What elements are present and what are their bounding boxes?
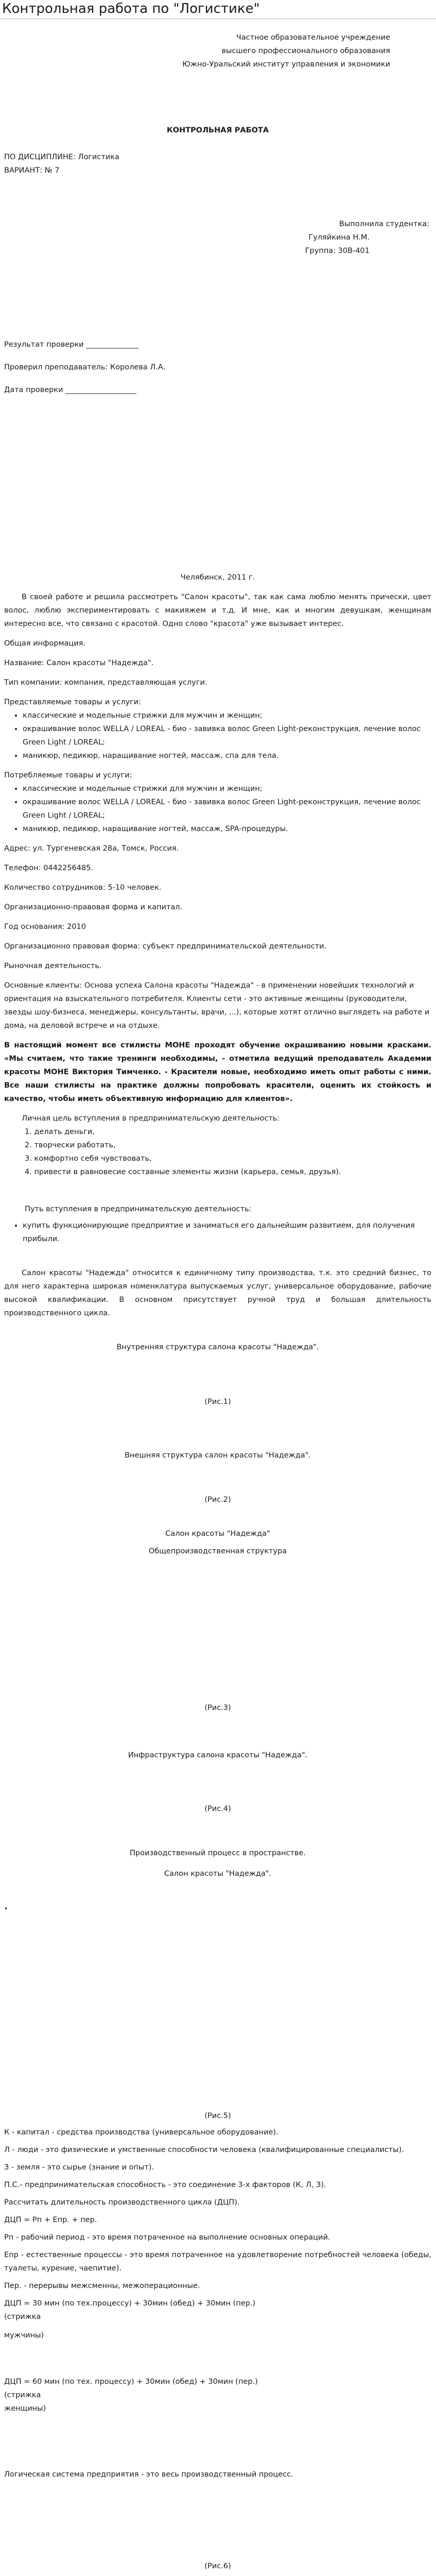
consumer-goods-list — [4, 782, 431, 836]
student-group: Группа: 30В-401 — [305, 247, 370, 255]
salon-title-2: Салон красоты "Надежда". — [164, 1870, 272, 1878]
city-year: Челябинск, 2011 г. — [180, 573, 255, 582]
calc-men-formula: ДЦП = 30 мин (по тех.процессу) + 30мин (обед) + 30мин (пер.) — [4, 2299, 256, 2308]
process-space-caption: Производственный процесс в пространстве. — [130, 1849, 306, 1857]
infrastructure-caption: Инфраструктура салона красоты "Надежда". — [128, 1751, 308, 1759]
def-calc-task: Рассчитать длительность производственного цикла (ДЦП). — [4, 2198, 240, 2207]
list-item: • классические и модельные стрижки для мужчин и женщин; — [23, 709, 431, 722]
entry-goals-list — [4, 1219, 431, 1246]
personal-goals-list — [4, 1125, 431, 1179]
def-entrepreneurship: П.С.- предпринимательская способность - это соединение 3-х факторов (К, Л, З). — [4, 2181, 326, 2189]
institution-header — [4, 31, 431, 71]
goods-title: Представляемые товары и услуги: — [4, 698, 142, 706]
intro-paragraph: В своей работе и решила рассмотреть "Салон красоты", так как сама люблю менять прически, цвет волос, люблю экспериментировать с макияжем и т.д. И мне, как и многим девушкам, женщинам интересно все, что связано с красотой. Одно слово "красота" уже вызывает интерес. — [4, 593, 431, 628]
variant: ВАРИАНТ: № 7 — [4, 166, 60, 175]
figure-6-label: (Рис.6) — [204, 2562, 231, 2570]
list-item: 2. творчески работать, — [25, 1141, 116, 1149]
list-item: • купить функционирующие предприятие и заниматься его дальнейшим развитием, для получения прибыли. — [23, 1219, 431, 1246]
clients-paragraph: Основные клиенты: Основа успеха Салона красоты "Надежда" - в применении новейших технологий и ориентация на взыскательного потребителя. Клиенты сети - это активные женщины (руководители, звезды шоу-бизнеса, менеджеры, консультанты, врачи, ...), которые хотят отлично выглядеть на работе и дома, на деловой встрече и на отдыхе. — [4, 981, 430, 1030]
calc-men-note-1: (стрижка — [4, 2313, 41, 2321]
general-structure-caption: Общепроизводственная структура — [148, 1547, 287, 1555]
legal-form: Организационно-правовая форма и капитал. — [4, 903, 183, 911]
calc-women-note-2: женщины) — [4, 2404, 46, 2413]
list-item: • классические и модельные стрижки для мужчин и женщин; — [23, 782, 431, 795]
year-founded: Год основания: 2010 — [4, 923, 86, 931]
phone: Телефон: 0442256485. — [4, 864, 94, 872]
employees: Количество сотрудников: 5-10 человек. — [4, 884, 162, 892]
figure-4-label: (Рис.4) — [204, 1805, 231, 1813]
performed-by: Выполнила студентка: — [339, 220, 429, 228]
personal-goal-title: Личная цель вступления в предпринимательскую деятельность: — [22, 1114, 280, 1123]
def-capital: К - капитал - средства производства (универсальное оборудование). — [4, 2128, 278, 2137]
calc-women-formula: ДЦП = 60 мин (по тех. процессу) + 30мин (обед) + 30мин (пер.) — [4, 2378, 258, 2386]
list-item: • окрашивание волос WELLA / LOREAL - био - завивка волос Green Light-реконструкция, лечение волос Green Light / LOREAL; — [23, 722, 431, 749]
check-result: Результат проверки ______________ — [4, 341, 138, 349]
list-item: 3. комфортно себя чувствовать, — [25, 1155, 152, 1163]
salon-title: Салон красоты "Надежда" — [165, 1530, 270, 1538]
outer-structure-caption: Внешняя структура салон красоты "Надежда". — [125, 1451, 311, 1460]
def-formula: ДЦП = Рп + Епр. + пер. — [4, 2216, 97, 2224]
def-breaks: Пер. - перерывы межсменны, межоперационные. — [4, 2282, 200, 2290]
calc-men — [4, 2297, 431, 2342]
logistic-system: Логическая система предприятия - это весь производственный процесс. — [4, 2470, 293, 2479]
def-natural-processes: Епр - естественные процессы - это время потраченное на удовлетворение потребностей человека (обеды, туалеты, курение, чаепитие). — [4, 2251, 431, 2273]
calc-women — [4, 2375, 431, 2415]
list-item: 1. делать деньги, — [25, 1128, 95, 1136]
check-date: Дата проверки ___________________ — [4, 386, 136, 394]
company-type: Тип компании: компания, представляющая услуги. — [4, 679, 207, 687]
inner-structure-caption: Внутренняя структура салона красоты "Надежда". — [116, 1343, 319, 1351]
production-type-paragraph: Салон красоты "Надежда" относится к единичному типу производства, т.к. это средний бизнес, то для него характерна широкая номенклатура выпускаемых услуг, универсальное оборудование, рабочие высокой квалификации. В основном присутствует ручной труд и большая длительность производственного цикла. — [4, 1269, 431, 1317]
header-line-2: высшего профессионального образования — [221, 47, 390, 55]
goods-list — [4, 709, 431, 762]
list-item: • окрашивание волос WELLA / LOREAL - био - завивка волос Green Light-реконструкция, лечение волос Green Light / LOREAL; — [23, 795, 431, 822]
calc-women-note-1: (стрижка — [4, 2391, 41, 2399]
def-land: З - земля - это сырье (знание и опыт). — [4, 2163, 154, 2172]
list-item: • маникюр, педикюр, наращивание ногтей, массаж, SPA-процедуры. — [23, 822, 431, 836]
market-activity: Рыночная деятельность. — [4, 962, 102, 970]
header-line-1: Частное образовательное учреждение — [236, 33, 390, 42]
calc-men-note-2: мужчины) — [4, 2331, 44, 2340]
work-title: КОНТРОЛЬНАЯ РАБОТА — [166, 126, 269, 134]
check-block — [4, 338, 431, 397]
figure-3-label: (Рис.3) — [204, 1704, 231, 1712]
author-block — [4, 217, 431, 258]
list-item: • маникюр, педикюр, наращивание ногтей, массаж, спа для тела. — [23, 749, 431, 762]
salon-name: Название: Салон красоты "Надежда". — [4, 659, 154, 667]
training-paragraph: В настоящий момент все стилисты MOHE проходят обучение окрашиванию новыми красками. «Мы считаем, что такие тренинги необходимы, - отметила ведущий преподаватель Академии красоты MOHE Виктория Тимченко. - Красители новые, необходимо иметь опыт работы с ними. Все наши стилисты на практике должны попробовать красители, оценить их стойкость и качество, чтобы иметь объективную информацию для клиентов». — [4, 1041, 431, 1103]
address: Адрес: ул. Тургеневская 28а, Томск, Россия. — [4, 844, 179, 853]
check-teacher: Проверил преподаватель: Королева Л.А. — [4, 363, 166, 371]
document-body — [4, 23, 431, 2576]
figure-1-label: (Рис.1) — [204, 1398, 231, 1406]
general-info: Общая информация. — [4, 639, 86, 648]
discipline: ПО ДИСЦИПЛИНЕ: Логистика — [4, 153, 119, 161]
def-people: Л - люди - это физические и умственные способности человека (квалифицированные специалисты). — [4, 2146, 404, 2154]
figure-2-label: (Рис.2) — [204, 1496, 231, 1504]
student-name: Гуляйкина Н.М. — [308, 233, 370, 242]
entry-goal-title: Путь вступления в предпринимательскую деятельность: — [25, 1205, 252, 1213]
stray-bullet: • — [4, 1905, 8, 1912]
definitions — [4, 2126, 431, 2293]
legal-subject: Организационно правовая форма: субъект предпринимательской деятельности. — [4, 942, 327, 951]
consumer-title: Потребляемые товары и услуги: — [4, 771, 132, 779]
def-work-period: Рп - рабочий период - это время потраченное на выполнение основных операций. — [4, 2233, 330, 2242]
header-line-3: Южно-Уральский институт управления и экономики — [182, 60, 390, 69]
list-item: 4. привести в равновесие составные элементы жизни (карьера, семья, друзья). — [25, 1168, 341, 1176]
page-title: Контрольная работа по "Логистике" — [2, 1, 260, 16]
figure-5-label: (Рис.5) — [204, 2112, 231, 2120]
